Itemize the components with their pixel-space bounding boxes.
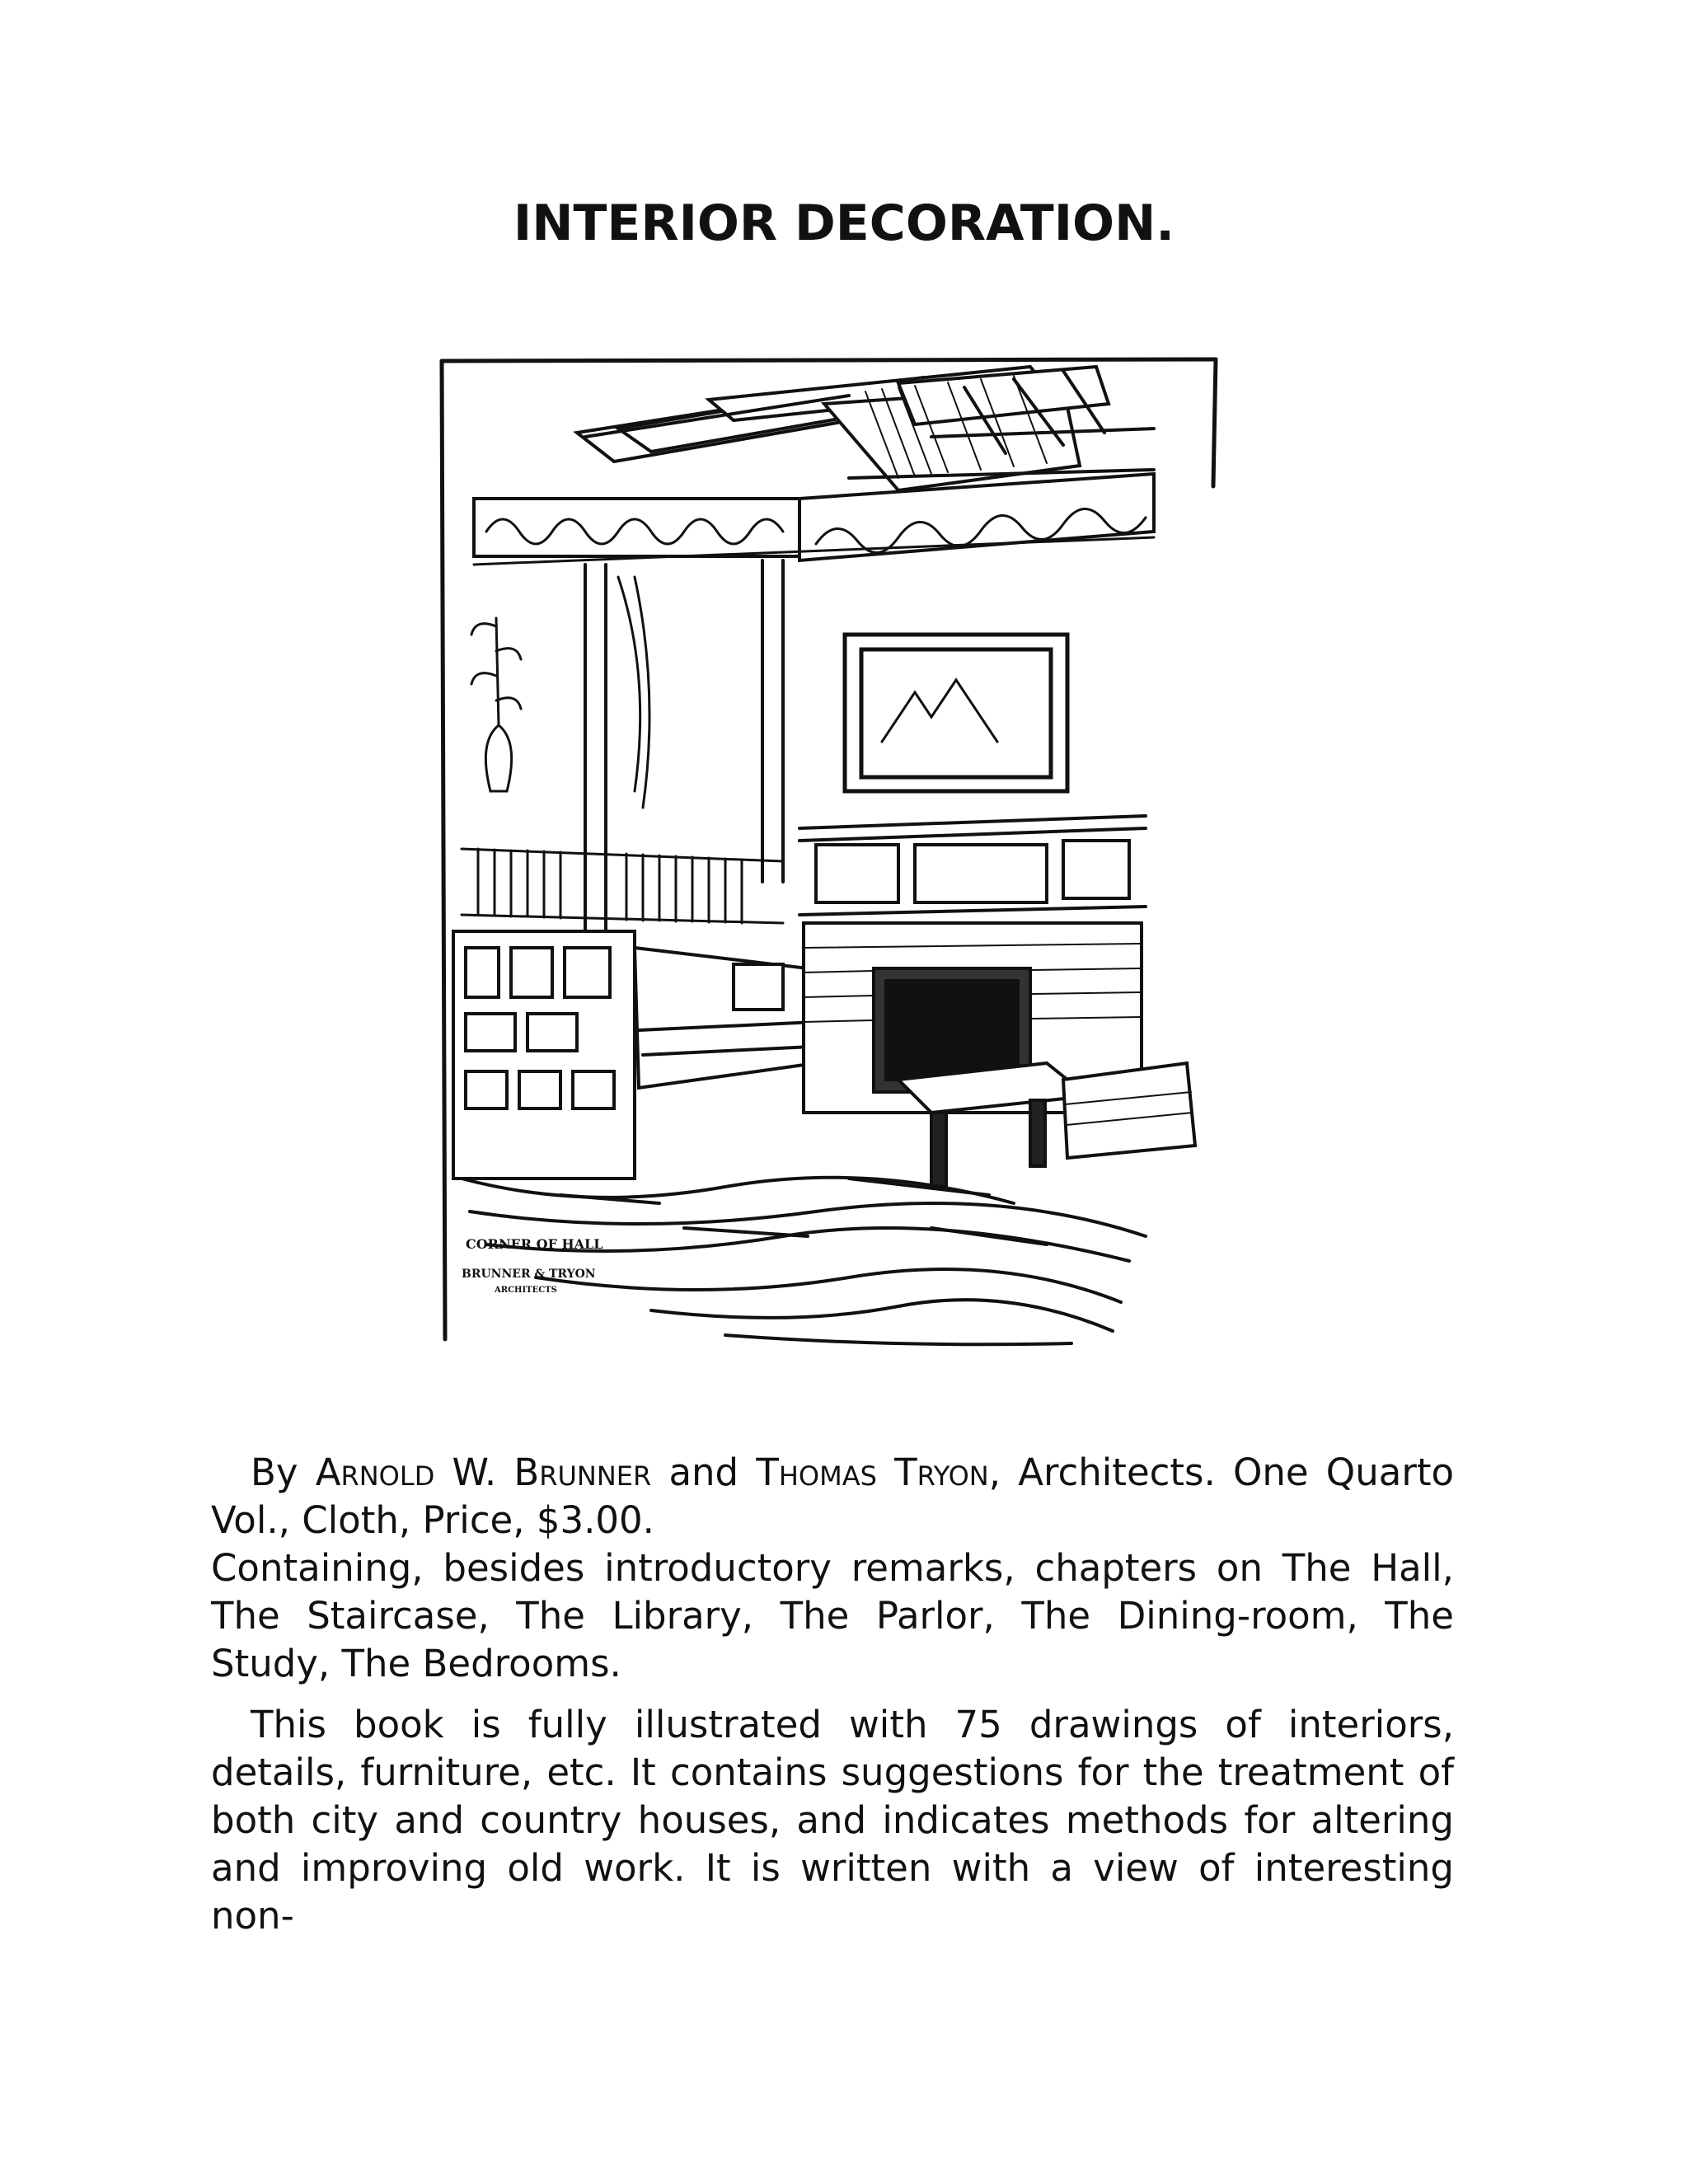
author-tryon: Thomas Tryon [756,1451,989,1494]
wainscot-panels [453,931,635,1179]
signature-line-3: ARCHITECTS [495,1286,557,1295]
ceiling-beams [577,367,1154,490]
ornamental-frieze [474,474,1154,565]
floor-hatching [462,1178,1146,1345]
signature-line-1: CORNER OF HALL [466,1236,603,1252]
book-description [211,1449,1454,1940]
framed-picture [845,635,1067,791]
mantel [799,816,1146,915]
artist-signature [462,1236,603,1295]
settee [635,948,816,1088]
publication-details [211,1449,1454,1544]
author-brunner: Arnold W. Brunner [315,1451,652,1494]
contents-paragraph: Containing, besides introductory remarks, chapters on The Hall, The Staircase, The Library, The Parlor, The Dining-room, The Study, The Bedrooms. [211,1546,1454,1685]
wooden-chest [1063,1063,1195,1158]
by-label: By [251,1451,316,1494]
and-label: and [651,1451,757,1494]
illustration-paragraph: This book is fully illustrated with 75 drawings of interiors, details, furniture, etc. It contains suggestions for the treatment of both city and country houses, and indicates methods for altering and improving old work. It is written with a view of interesting non- [211,1703,1454,1938]
page-title: INTERIOR DECORATION. [513,194,1175,252]
signature-line-2: BRUNNER & TRYON [462,1268,596,1281]
plant-in-vase [471,618,521,791]
price-info: , Architects. One Quarto Vol., Cloth, Price, $3.00. [211,1451,1455,1542]
side-table [898,1063,1088,1187]
interior-illustration [437,354,1249,1356]
inglenook-columns [585,560,783,931]
balustrade [462,849,783,923]
